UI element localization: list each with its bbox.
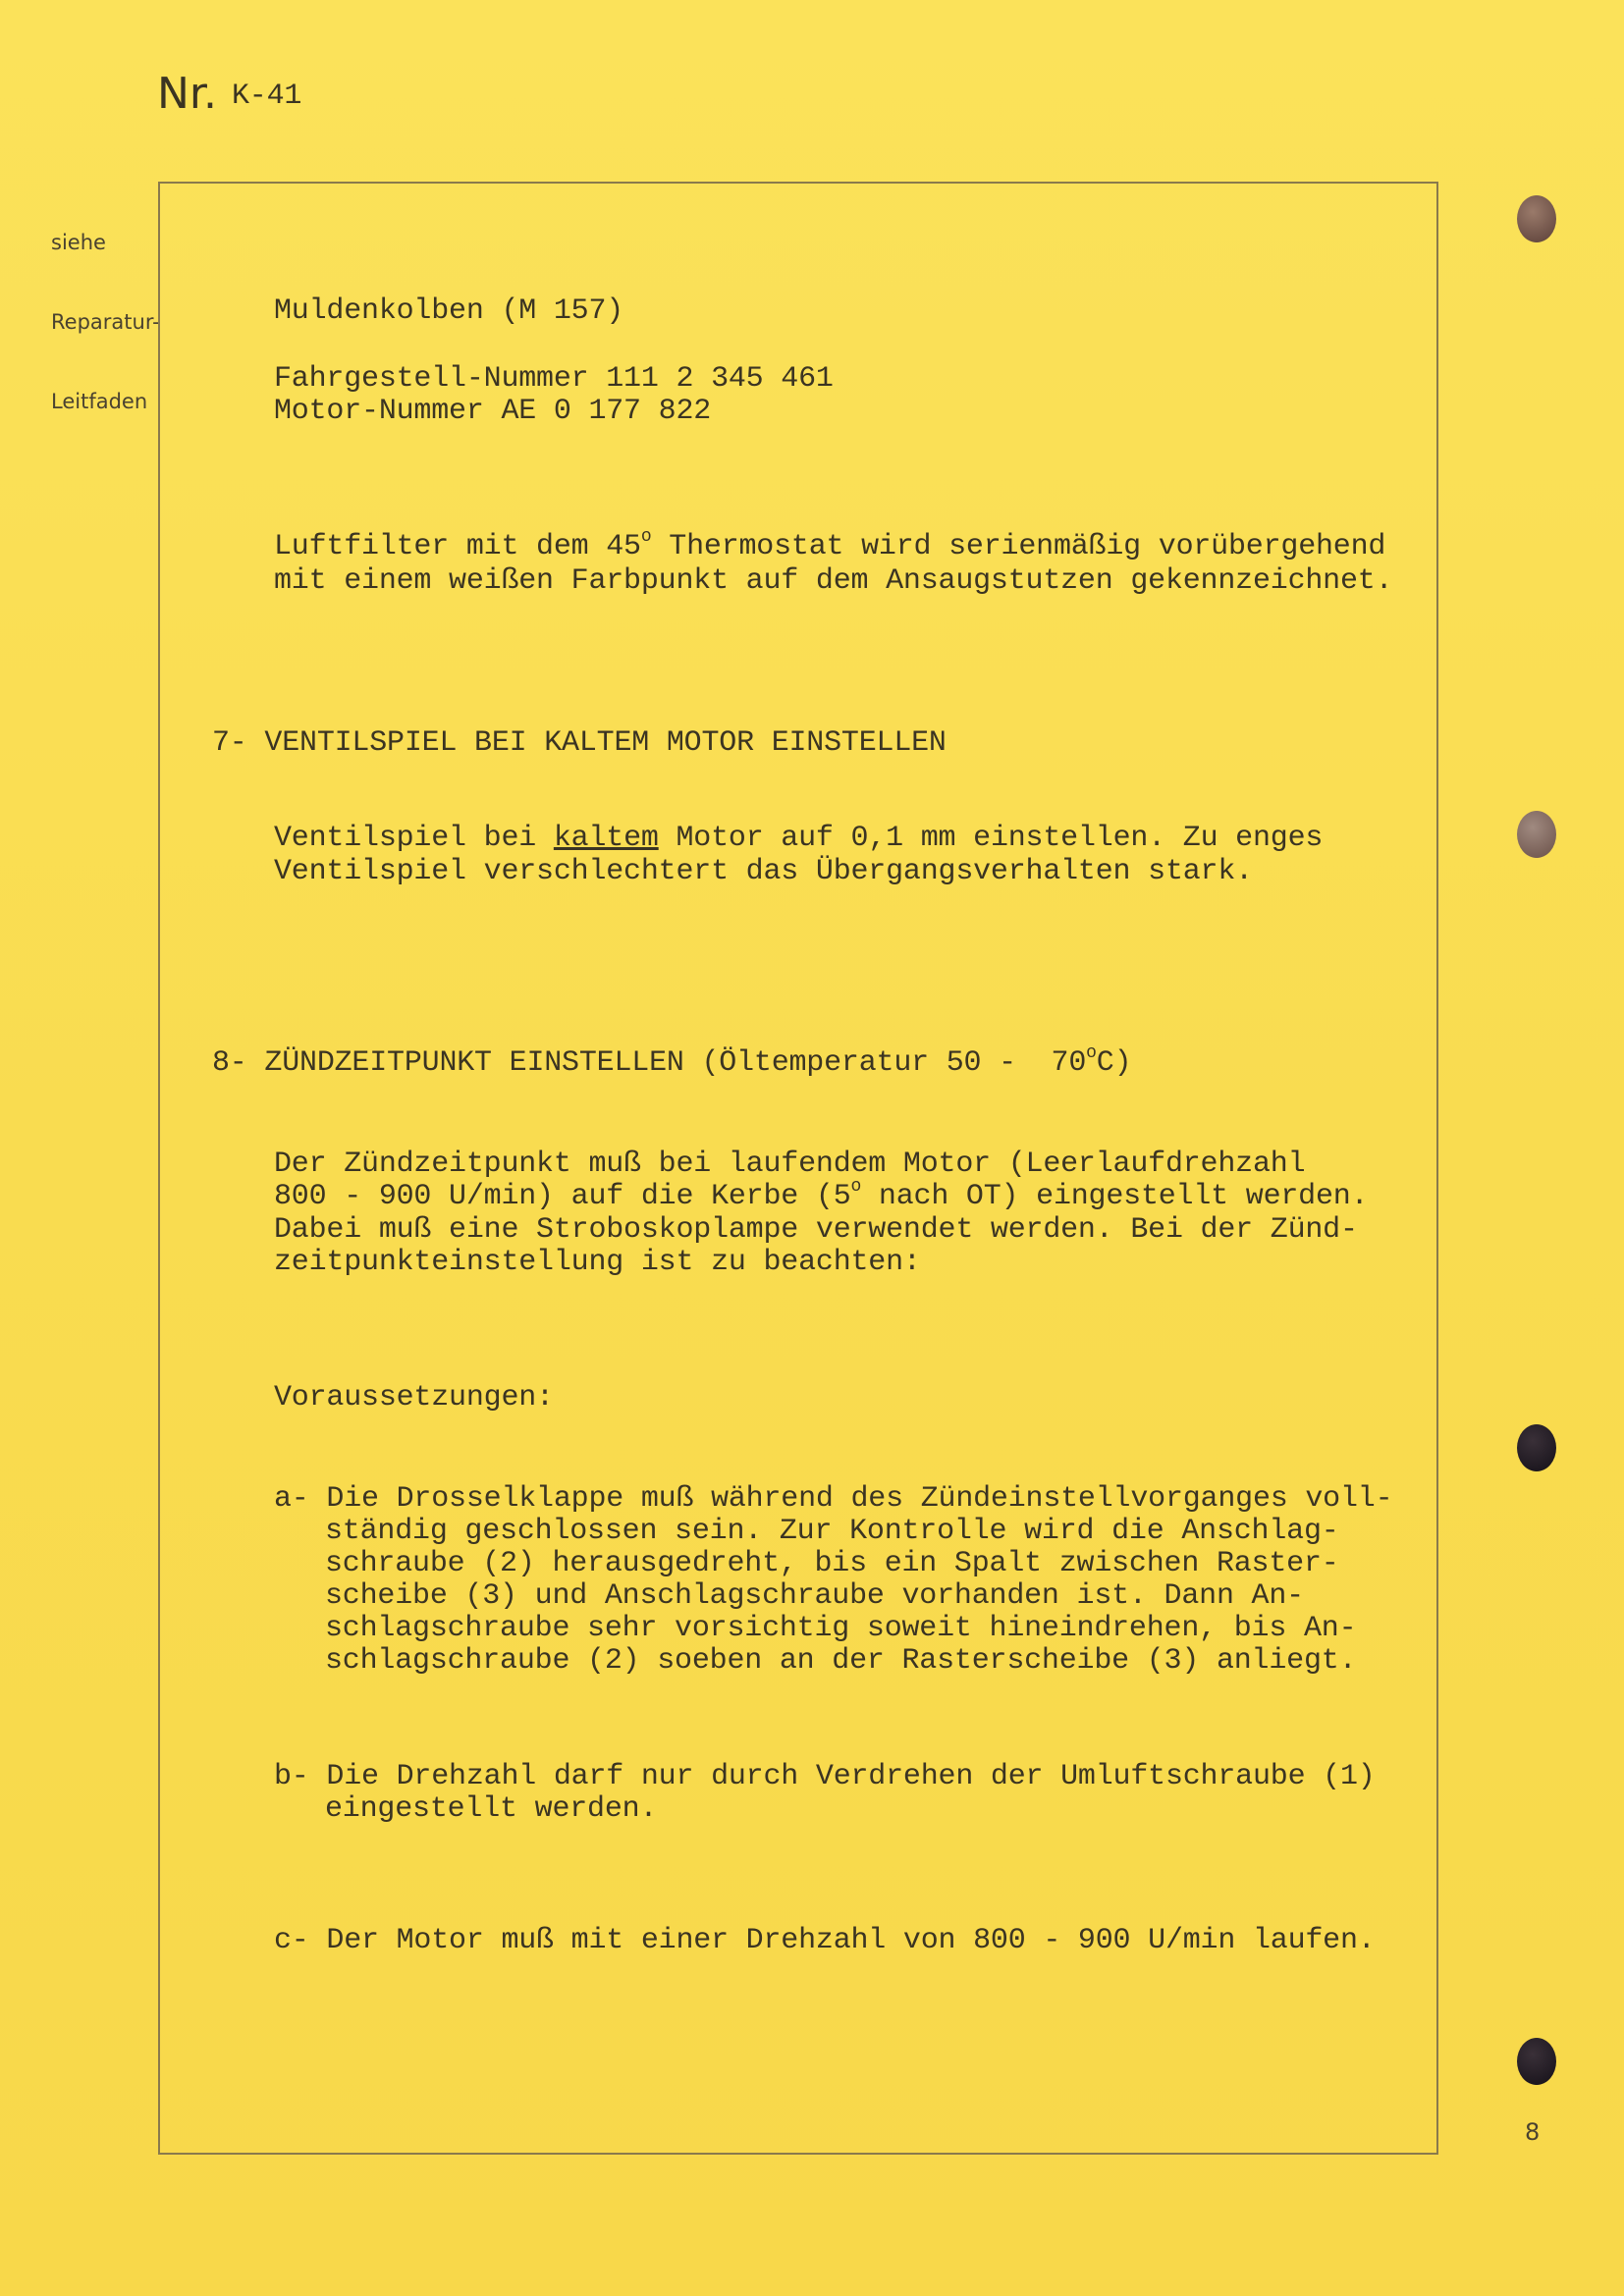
section-8-text: Der Zündzeitpunkt muß bei laufendem Motor (Leerlaufdrehzahl	[274, 1148, 1306, 1181]
text: Motor auf 0,1 mm einstellen. Zu enges	[658, 822, 1324, 855]
underlined-text: kaltem	[553, 822, 659, 855]
engine-number: Motor-Nummer AE 0 177 822	[274, 395, 712, 428]
item-b-line: eingestellt werden.	[325, 1792, 658, 1826]
section-7-text	[274, 823, 1323, 855]
punch-hole-icon	[1517, 2038, 1556, 2085]
item-a-line: a- Die Drosselklappe muß während des Zündeinstellvorganges voll-	[274, 1482, 1393, 1516]
text: nach OT) eingestellt werden.	[861, 1180, 1369, 1213]
text: Thermostat wird serienmäßig vorübergehend	[651, 530, 1386, 563]
margin-note-line: Reparatur-	[51, 310, 160, 334]
item-a-line: scheibe (3) und Anschlagschraube vorhanden ist. Dann An-	[325, 1579, 1304, 1613]
section-8-text	[274, 1177, 1369, 1213]
margin-note-line: siehe	[51, 231, 106, 254]
text: Ventilspiel bei	[274, 822, 554, 855]
text: Luftfilter mit dem 45	[274, 530, 641, 563]
degree-mark: o	[640, 527, 652, 547]
text: C)	[1096, 1046, 1132, 1080]
text: 800 - 900 U/min) auf die Kerbe (5	[274, 1180, 851, 1213]
air-filter-line	[274, 527, 1386, 563]
item-a-line: schlagschraube (2) soeben an der Rasterscheibe (3) anliegt.	[325, 1644, 1357, 1678]
air-filter-line: mit einem weißen Farbpunkt auf dem Ansaugstutzen gekennzeichnet.	[274, 564, 1393, 598]
punch-hole-icon	[1517, 195, 1556, 242]
punch-hole-icon	[1517, 1424, 1556, 1471]
item-c-line: c- Der Motor muß mit einer Drehzahl von 800 - 900 U/min laufen.	[274, 1924, 1376, 1957]
section-8-heading	[212, 1043, 1132, 1080]
item-a-line: ständig geschlossen sein. Zur Kontrolle wird die Anschlag-	[325, 1515, 1339, 1548]
degree-mark: o	[1086, 1043, 1097, 1063]
nr-label: Nr.	[157, 69, 217, 119]
margin-note	[51, 177, 160, 442]
punch-hole-icon	[1517, 811, 1556, 858]
chassis-number: Fahrgestell-Nummer 111 2 345 461	[274, 362, 834, 396]
piston-title: Muldenkolben (M 157)	[274, 294, 624, 328]
item-a-line: schraube (2) herausgedreht, bis ein Spalt zwischen Raster-	[325, 1547, 1339, 1580]
margin-note-line: Leitfaden	[51, 390, 148, 413]
page-number: 8	[1525, 2118, 1541, 2146]
degree-mark: o	[850, 1177, 862, 1197]
item-b-line: b- Die Drehzahl darf nur durch Verdrehen der Umluftschraube (1)	[274, 1760, 1376, 1793]
section-7-heading: 7- VENTILSPIEL BEI KALTEM MOTOR EINSTELLEN	[212, 726, 947, 760]
prerequisites-heading: Voraussetzungen:	[274, 1381, 554, 1415]
item-a-line: schlagschraube sehr vorsichtig soweit hineindrehen, bis An-	[325, 1612, 1357, 1645]
section-8-text: Dabei muß eine Stroboskoplampe verwendet werden. Bei der Zünd-	[274, 1213, 1358, 1247]
section-8-text: zeitpunkteinstellung ist zu beachten:	[274, 1246, 921, 1279]
section-7-text: Ventilspiel verschlechtert das Übergangsverhalten stark.	[274, 855, 1253, 888]
document-number: K-41	[232, 80, 302, 113]
text: 8- ZÜNDZEITPUNKT EINSTELLEN (Öltemperatur 50 - 70	[212, 1046, 1087, 1080]
